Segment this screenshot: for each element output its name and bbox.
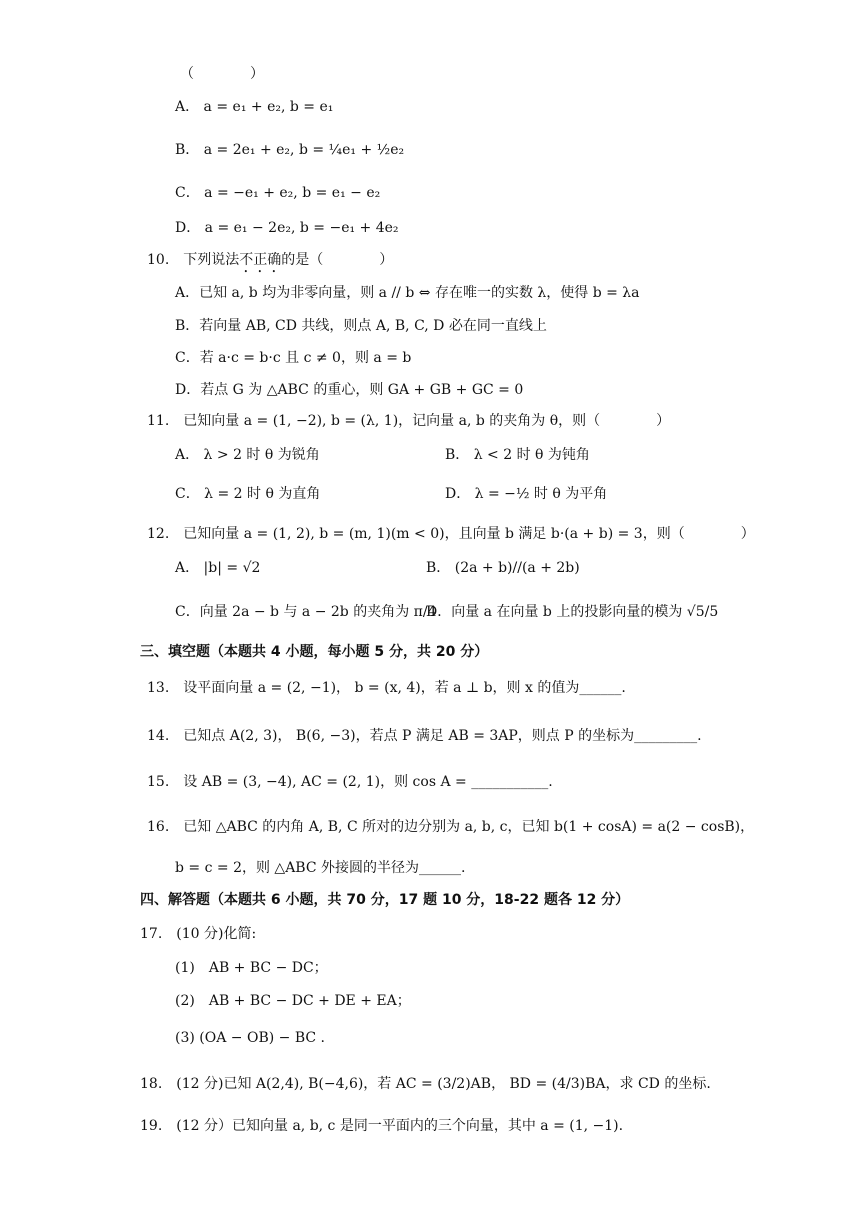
q11-option-b: B． λ < 2 时 θ 为钝角 [445,447,590,463]
q17-part-3: (3) (OA − OB) − BC . [175,1030,325,1046]
q11-option-c: C． λ = 2 时 θ 为直角 [175,486,321,502]
q15: 15. 设 AB = (3, −4), AC = (2, 1)，则 cos A = ___________. [147,774,553,790]
q10-option-d: D．若点 G 为 △ABC 的重心，则 GA + GB + GC = 0 [175,382,524,398]
q9-stem-tail: （ ） [180,66,264,82]
q9-option-b: B． a = 2e₁ + e₂, b = ¼e₁ + ½e₂ [175,142,405,158]
q10-stem [147,250,393,276]
q16-line2: b = c = 2，则 △ABC 外接圆的半径为______. [175,860,466,876]
q18: 18. (12 分)已知 A(2,4), B(−4,6)，若 AC = (3/2)AB， BD = (4/3)BA，求 CD 的坐标. [140,1076,711,1092]
section-4-heading: 四、解答题（本题共 6 小题，共 70 分，17 题 10 分，18-22 题各 12 分） [140,892,630,908]
q17-stem: 17. (10 分)化简: [140,926,257,942]
q11-option-d: D． λ = −½ 时 θ 为平角 [445,486,608,502]
q12-option-a: A． |b| = √2 [175,560,261,576]
q10-stem-pre: 10. 下列说法 [147,252,240,268]
q11-stem: 11. 已知向量 a = (1, −2), b = (λ, 1)，记向量 a, b 的夹角为 θ，则（ ） [147,413,671,429]
q12-option-c: C．向量 2a − b 与 a − 2b 的夹角为 π/4 [175,604,437,620]
q12-option-d: D．向量 a 在向量 b 上的投影向量的模为 √5/5 [426,604,719,620]
q9-option-d: D． a = e₁ − 2e₂, b = −e₁ + 4e₂ [175,220,399,236]
q9-option-a: A． a = e₁ + e₂, b = e₁ [175,99,334,115]
q11-option-a: A． λ > 2 时 θ 为锐角 [175,447,320,463]
q10-option-b: B．若向量 AB, CD 共线，则点 A, B, C, D 必在同一直线上 [175,318,547,334]
q13: 13. 设平面向量 a = (2, −1)， b = (x, 4)，若 a ⊥ b，则 x 的值为______. [147,680,626,696]
q10-stem-post: 的是（ ） [281,252,394,268]
q16-line1: 16. 已知 △ABC 的内角 A, B, C 所对的边分别为 a, b, c，已知 b(1 + cosA) = a(2 − cosB)， [147,819,755,835]
q10-option-c: C．若 a·c = b·c 且 c ≠ 0，则 a = b [175,350,412,366]
q12-option-b: B． (2a + b)//(a + 2b) [426,560,580,576]
section-3-heading: 三、填空题（本题共 4 小题，每小题 5 分，共 20 分） [140,644,489,660]
q10-option-a: A．已知 a, b 均为非零向量，则 a // b ⇔ 存在唯一的实数 λ，使得 b = λa [175,285,640,301]
q19: 19. (12 分）已知向量 a, b, c 是同一平面内的三个向量，其中 a = (1, −1). [140,1118,624,1134]
q14: 14. 已知点 A(2, 3)， B(6, −3)，若点 P 满足 AB = 3AP，则点 P 的坐标为_________. [147,728,702,744]
q17-part-1: (1) AB + BC − DC； [175,960,328,976]
q10-stem-emphasis: 不正确 [239,252,282,268]
q17-part-2: (2) AB + BC − DC + DE + EA； [175,993,411,1009]
q9-option-c: C． a = −e₁ + e₂, b = e₁ − e₂ [175,185,381,201]
q12-stem: 12. 已知向量 a = (1, 2), b = (m, 1)(m < 0)，且向量 b 满足 b·(a + b) = 3，则（ ） [147,526,755,542]
